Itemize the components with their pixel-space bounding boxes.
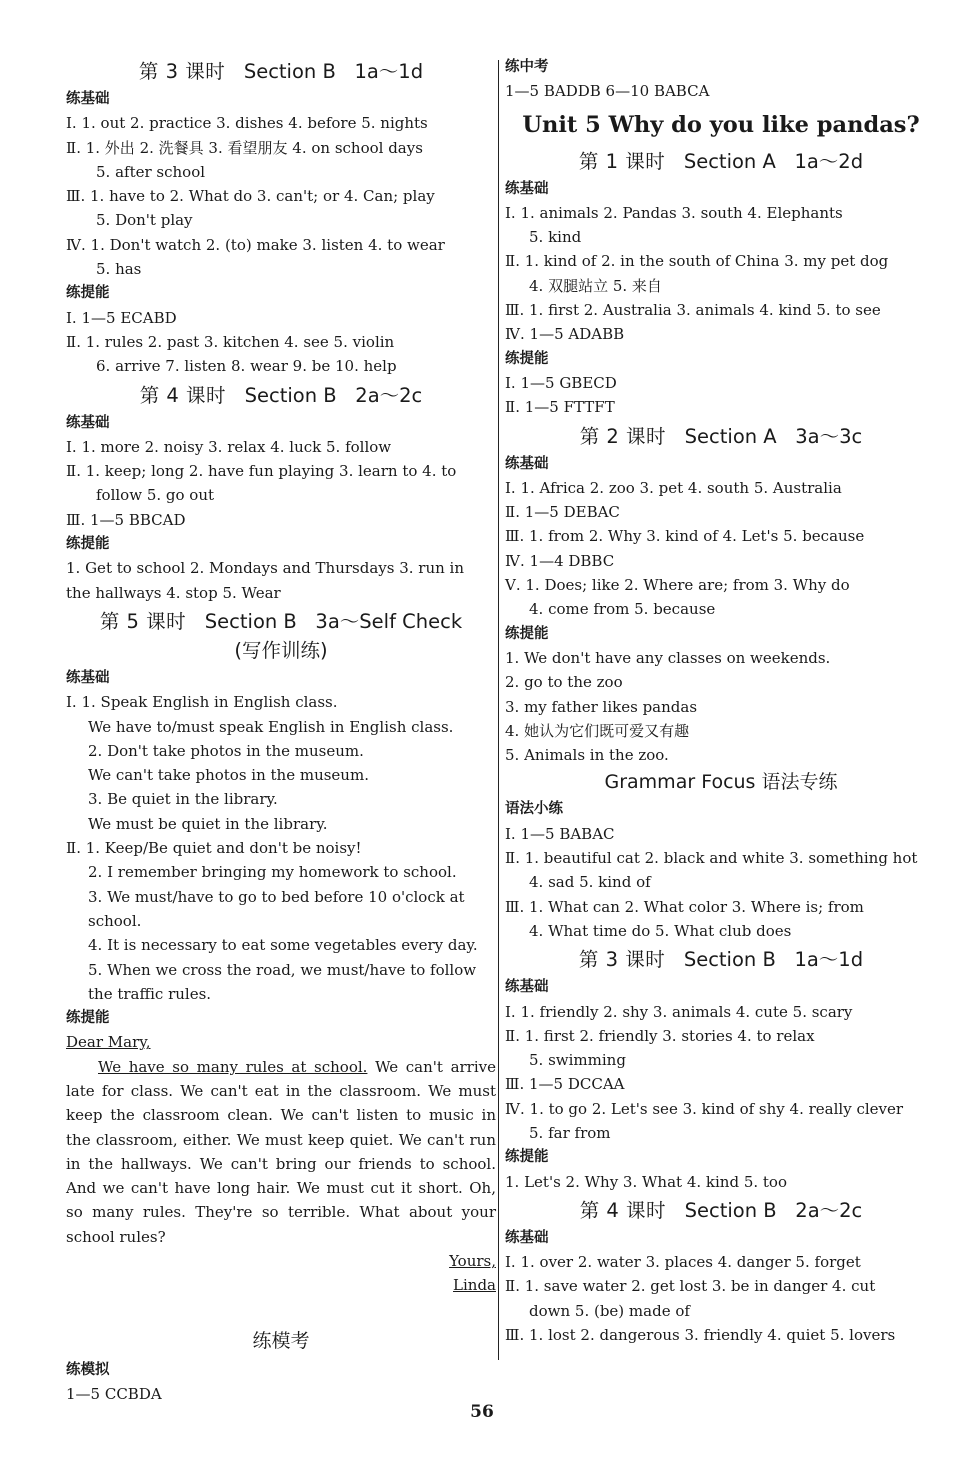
- section-label: 练基础: [66, 668, 110, 686]
- answer-line: 6. arrive 7. listen 8. wear 9. be 10. help: [96, 357, 397, 376]
- answer-line: Ⅰ. 1. over 2. water 3. places 4. danger 5. forget: [505, 1253, 861, 1272]
- section-label: 练模拟: [66, 1360, 110, 1378]
- section-label: 练提能: [505, 624, 549, 642]
- answer-line: Ⅳ. 1. Don't watch 2. (to) make 3. listen 4. to wear: [66, 235, 445, 254]
- answer-line: Ⅰ. 1. friendly 2. shy 3. animals 4. cute 5. scary: [505, 1002, 853, 1021]
- section-label: 练提能: [505, 349, 549, 367]
- answer-line: Ⅱ. 1. Keep/Be quiet and don't be noisy!: [66, 839, 362, 858]
- lesson-heading-2a: 第 2 课时 Section A 3a～3c: [579, 424, 863, 448]
- answer-line: Ⅲ. 1. first 2. Australia 3. animals 4. kind 5. to see: [505, 301, 881, 320]
- answer-line: down 5. (be) made of: [529, 1301, 690, 1320]
- answer-line: Ⅰ. 1. out 2. practice 3. dishes 4. before 5. nights: [66, 114, 428, 133]
- letter-greeting: Dear Mary,: [66, 1033, 151, 1052]
- answer-line: 1. Let's 2. Why 3. What 4. kind 5. too: [505, 1172, 787, 1191]
- section-label: 练基础: [505, 454, 549, 472]
- answer-line: Ⅱ. 1. first 2. friendly 3. stories 4. to relax: [505, 1026, 815, 1045]
- answer-line: Ⅳ. 1—4 DBBC: [505, 551, 615, 570]
- answer-line: Ⅲ. 1. What can 2. What color 3. Where is; from: [505, 897, 864, 916]
- answer-line: 4. 双腿站立 5. 来自: [529, 276, 662, 295]
- answer-line: 5. Don't play: [96, 211, 193, 230]
- answer-line: Ⅰ. 1. more 2. noisy 3. relax 4. luck 5. follow: [66, 437, 392, 456]
- answer-line: 4. It is necessary to eat some vegetables every day.: [88, 936, 478, 955]
- lesson-heading-5b: 第 5 课时 Section B 3a～Self Check: [99, 609, 463, 633]
- answer-line: Ⅱ. 1. beautiful cat 2. black and white 3. something hot: [505, 849, 918, 868]
- lesson-heading-3b: 第 3 课时 Section B 1a～1d: [138, 60, 424, 83]
- lesson-heading-1a: 第 1 课时 Section A 1a～2d: [578, 149, 864, 173]
- section-label: 练提能: [66, 1009, 110, 1027]
- answer-line: 2. go to the zoo: [505, 673, 623, 692]
- answer-line: We must be quiet in the library.: [88, 814, 328, 833]
- answer-line: follow 5. go out: [96, 486, 215, 505]
- answer-line: Ⅰ. 1. Speak English in English class.: [66, 693, 338, 712]
- section-label: 练提能: [66, 535, 110, 553]
- answer-line: Ⅰ. 1. animals 2. Pandas 3. south 4. Elephants: [505, 203, 843, 222]
- section-label: 练提能: [66, 284, 110, 302]
- answer-line: the traffic rules.: [88, 984, 212, 1003]
- answer-line: 4. 她认为它们既可爱又有趣: [505, 721, 690, 740]
- answer-line: 1—5 BADDB 6—10 BABCA: [505, 82, 710, 101]
- letter-body: We have so many rules at school. We can't arrive late for class. We can't eat in the classroom. We must keep the classroom clean. We can't listen to music in the classroom, either. We must keep quiet. We can't run in the hallways. We can't bring our friends to school. And we can't have long hair. We must cut it short. Oh, so many rules. They're so terrible. What about your school rules?: [66, 1057, 496, 1246]
- section-label: 练中考: [505, 58, 549, 75]
- answer-line: Ⅱ. 1—5 DEBAC: [505, 503, 620, 522]
- lesson-subheading: (写作训练): [234, 638, 328, 662]
- section-label: 语法小练: [505, 800, 563, 818]
- answer-line: 4. come from 5. because: [529, 600, 716, 619]
- answer-line: 5. When we cross the road, we must/have to follow: [88, 960, 477, 979]
- lesson-heading-3b-right: 第 3 课时 Section B 1a～1d: [578, 948, 864, 972]
- answer-line: 5. far from: [529, 1123, 611, 1142]
- column-divider: [498, 60, 499, 1360]
- answer-line: Ⅲ. 1—5 DCCAA: [505, 1075, 625, 1094]
- letter-signature: Linda: [453, 1276, 496, 1295]
- answer-line: 3. We must/have to go to bed before 10 o'clock at: [88, 887, 465, 906]
- answer-line: 4. sad 5. kind of: [529, 873, 651, 892]
- answer-line: Ⅳ. 1. to go 2. Let's see 3. kind of shy 4. really clever: [505, 1099, 904, 1118]
- answer-line: 5. has: [96, 260, 142, 279]
- answer-line: Ⅴ. 1. Does; like 2. Where are; from 3. Why do: [505, 576, 850, 595]
- answer-line: Ⅱ. 1. 外出 2. 洗餐具 3. 看望朋友 4. on school days: [66, 138, 423, 157]
- answer-line: the hallways 4. stop 5. Wear: [66, 583, 281, 602]
- answer-line: 3. my father likes pandas: [505, 697, 698, 716]
- section-label: 练基础: [505, 1228, 549, 1246]
- answer-line: Ⅰ. 1—5 ECABD: [66, 308, 177, 327]
- answer-line: 1. We don't have any classes on weekends.: [505, 648, 831, 667]
- answer-line: Ⅲ. 1. from 2. Why 3. kind of 4. Let's 5. because: [505, 527, 865, 546]
- mokao-heading: 练模考: [252, 1329, 310, 1352]
- answer-line: 5. kind: [529, 228, 582, 247]
- answer-line: Ⅱ. 1. save water 2. get lost 3. be in danger 4. cut: [505, 1277, 876, 1296]
- answer-line: 5. after school: [96, 162, 206, 181]
- answer-line: Ⅱ. 1. keep; long 2. have fun playing 3. learn to 4. to: [66, 462, 457, 481]
- answer-line: 2. I remember bringing my homework to school.: [88, 863, 457, 882]
- grammar-focus-heading: Grammar Focus 语法专练: [604, 771, 838, 794]
- answer-line: 1. Get to school 2. Mondays and Thursdays 3. run in: [66, 559, 465, 578]
- right-column: [505, 55, 937, 1347]
- answer-line: Ⅲ. 1. lost 2. dangerous 3. friendly 4. quiet 5. lovers: [505, 1326, 896, 1345]
- answer-line: 5. swimming: [529, 1051, 626, 1070]
- answer-line: Ⅰ. 1—5 GBECD: [505, 373, 617, 392]
- answer-line: 1—5 CCBDA: [66, 1384, 162, 1403]
- answer-line: 4. What time do 5. What club does: [529, 921, 792, 940]
- section-label: 练基础: [505, 179, 549, 197]
- answer-line: school.: [88, 911, 142, 930]
- page-number: 56: [470, 1402, 494, 1422]
- unit-title: Unit 5 Why do you like pandas?: [522, 111, 920, 138]
- answer-line: 2. Don't take photos in the museum.: [88, 741, 364, 760]
- lesson-heading-4b-right: 第 4 课时 Section B 2a～2c: [579, 1198, 863, 1222]
- section-label: 练基础: [505, 978, 549, 996]
- letter-underlined-sentence: We have so many rules at school.: [98, 1057, 368, 1076]
- letter-close: Yours,: [449, 1252, 496, 1271]
- answer-line: We can't take photos in the museum.: [88, 766, 369, 785]
- answer-line: We have to/must speak English in English class.: [88, 717, 454, 736]
- answer-line: Ⅰ. 1—5 BABAC: [505, 824, 615, 843]
- section-label: 练基础: [66, 90, 110, 107]
- answer-line: Ⅲ. 1. have to 2. What do 3. can't; or 4. Can; play: [66, 187, 435, 206]
- section-label: 练提能: [505, 1148, 549, 1166]
- lesson-heading-4b: 第 4 课时 Section B 2a～2c: [139, 383, 423, 407]
- answer-line: Ⅲ. 1—5 BBCAD: [66, 510, 186, 529]
- answer-line: Ⅰ. 1. Africa 2. zoo 3. pet 4. south 5. Australia: [505, 478, 842, 497]
- answer-line: Ⅳ. 1—5 ADABB: [505, 325, 625, 344]
- answer-line: Ⅱ. 1. rules 2. past 3. kitchen 4. see 5. violin: [66, 332, 395, 351]
- answer-line: Ⅱ. 1—5 FTTFT: [505, 398, 615, 417]
- answer-line: 3. Be quiet in the library.: [88, 790, 278, 809]
- section-label: 练基础: [66, 413, 110, 431]
- answer-line: Ⅱ. 1. kind of 2. in the south of China 3. my pet dog: [505, 252, 889, 271]
- left-column: [66, 55, 496, 1406]
- answer-line: 5. Animals in the zoo.: [505, 746, 669, 765]
